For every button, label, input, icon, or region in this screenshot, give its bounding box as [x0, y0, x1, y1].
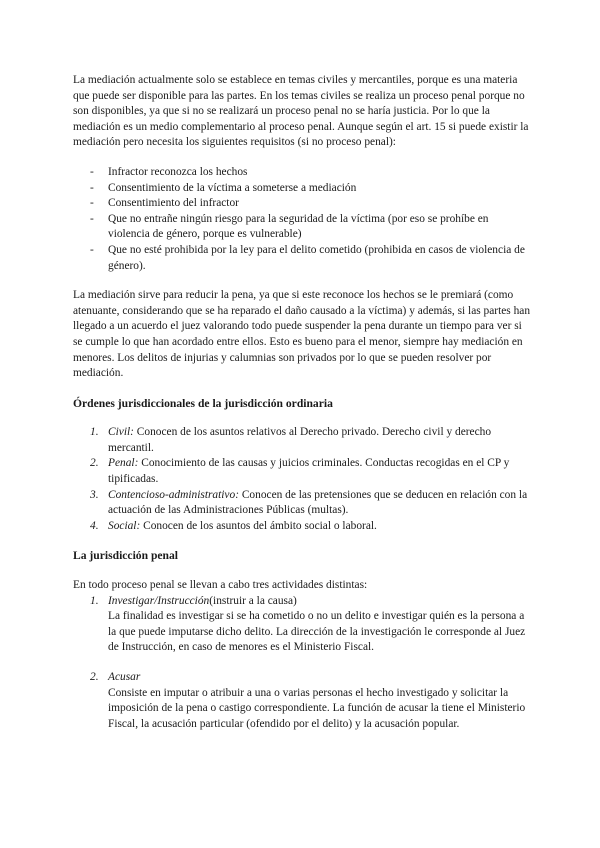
- spacer: [73, 656, 533, 670]
- item-term: Penal:: [108, 457, 139, 470]
- list-item: - Consentimiento del infractor: [73, 196, 533, 212]
- item-term: Social:: [108, 519, 141, 532]
- activity-item: [73, 594, 533, 656]
- item-number: 1.: [90, 426, 99, 439]
- requisitos-list: [73, 165, 533, 274]
- second-paragraph: La mediación sirve para reducir la pena, ya que si este reconoce los hechos se le premiará (como atenuante, considerando que se ha reparado el daño causado a la víctima) y además, si las partes han llegado a un acuerdo el juez valorando todo puede suspender la pena durante un tiempo para ver si se cumple lo que han acordado entre ellos. Esto es bueno para el menor, siempre hay mediación en menores. Los delitos de injurias y calumnias son privados por lo que se pueden resolver por mediación.: [73, 289, 531, 380]
- penal-heading: La jurisdicción penal: [73, 549, 179, 563]
- item-text: Conocimiento de las causas y juicios criminales. Conductas recogidas en el CP y tipificadas.: [108, 457, 510, 486]
- penal-intro: En todo proceso penal se llevan a cabo tres actividades distintas:: [73, 579, 368, 592]
- ordenes-heading: Órdenes jurisdiccionales de la jurisdicción ordinaria: [73, 396, 333, 410]
- list-item: - Consentimiento de la víctima a someterse a mediación: [73, 181, 533, 197]
- item-term: Acusar: [108, 671, 141, 683]
- list-item: [73, 456, 533, 487]
- activity-body: Consiste en imputar o atribuir a una o varias personas el hecho investigado y solicitar la imposición de la pena o castigo correspondiente. La función de acusar la tiene el Ministerio Fiscal, la acusación particular (ofendido por el delito) y la acusación popular.: [108, 686, 526, 730]
- activity-title: [73, 670, 533, 686]
- item-number: 2.: [90, 457, 99, 470]
- list-item: [73, 519, 533, 535]
- item-text: Conocen de las pretensiones que se deducen en relación con la actuación de las Administraciones Públicas (multas).: [108, 488, 528, 517]
- ordenes-list: [73, 425, 533, 534]
- item-term: Investigar/Instrucción: [108, 594, 210, 607]
- item-number: 3.: [90, 488, 99, 501]
- list-item: - Que no entrañe ningún riesgo para la seguridad de la víctima (por eso se prohíbe en violencia de género, porque es vulnerable): [73, 212, 533, 243]
- item-number: 2.: [90, 671, 99, 683]
- item-term: Contencioso-administrativo:: [108, 488, 239, 501]
- item-term: Civil:: [108, 426, 134, 439]
- list-item: - Infractor reconozca los hechos: [73, 165, 533, 181]
- list-item: [73, 488, 533, 519]
- activity-body: La finalidad es investigar si se ha cometido o no un delito e investigar quién es la persona a la que puede imputarse dicho delito. La dirección de la investigación le corresponde al Juez de Instrucción, en caso de menores es el Ministerio Fiscal.: [108, 610, 526, 654]
- item-number: 4.: [90, 519, 99, 532]
- list-item: [73, 425, 533, 456]
- item-text: Conocen de los asuntos del ámbito social o laboral.: [140, 519, 377, 532]
- item-text: Conocen de los asuntos relativos al Derecho privado. Derecho civil y derecho mercantil.: [108, 426, 492, 454]
- item-number: 1.: [90, 594, 99, 607]
- activity-title: [73, 594, 533, 610]
- intro-paragraph: La mediación actualmente solo se establece en temas civiles y mercantiles, porque es una materia que puede ser disponible para las partes. En los temas civiles se realiza un proceso penal porque no son disponibles, ya que si no se realizará un proceso penal no se haría justicia. Por lo que la mediación es un medio complementario al proceso penal. Aunque según el art. 15 si puede existir la mediación pero necesita los siguientes requisitos (si no proceso penal):: [73, 74, 529, 149]
- list-item: - Que no esté prohibida por la ley para el delito cometido (prohibida en casos de violencia de género).: [73, 243, 533, 274]
- item-suffix: (instruir a la causa): [209, 594, 297, 607]
- activity-item: [73, 670, 533, 732]
- document-content: [73, 73, 533, 732]
